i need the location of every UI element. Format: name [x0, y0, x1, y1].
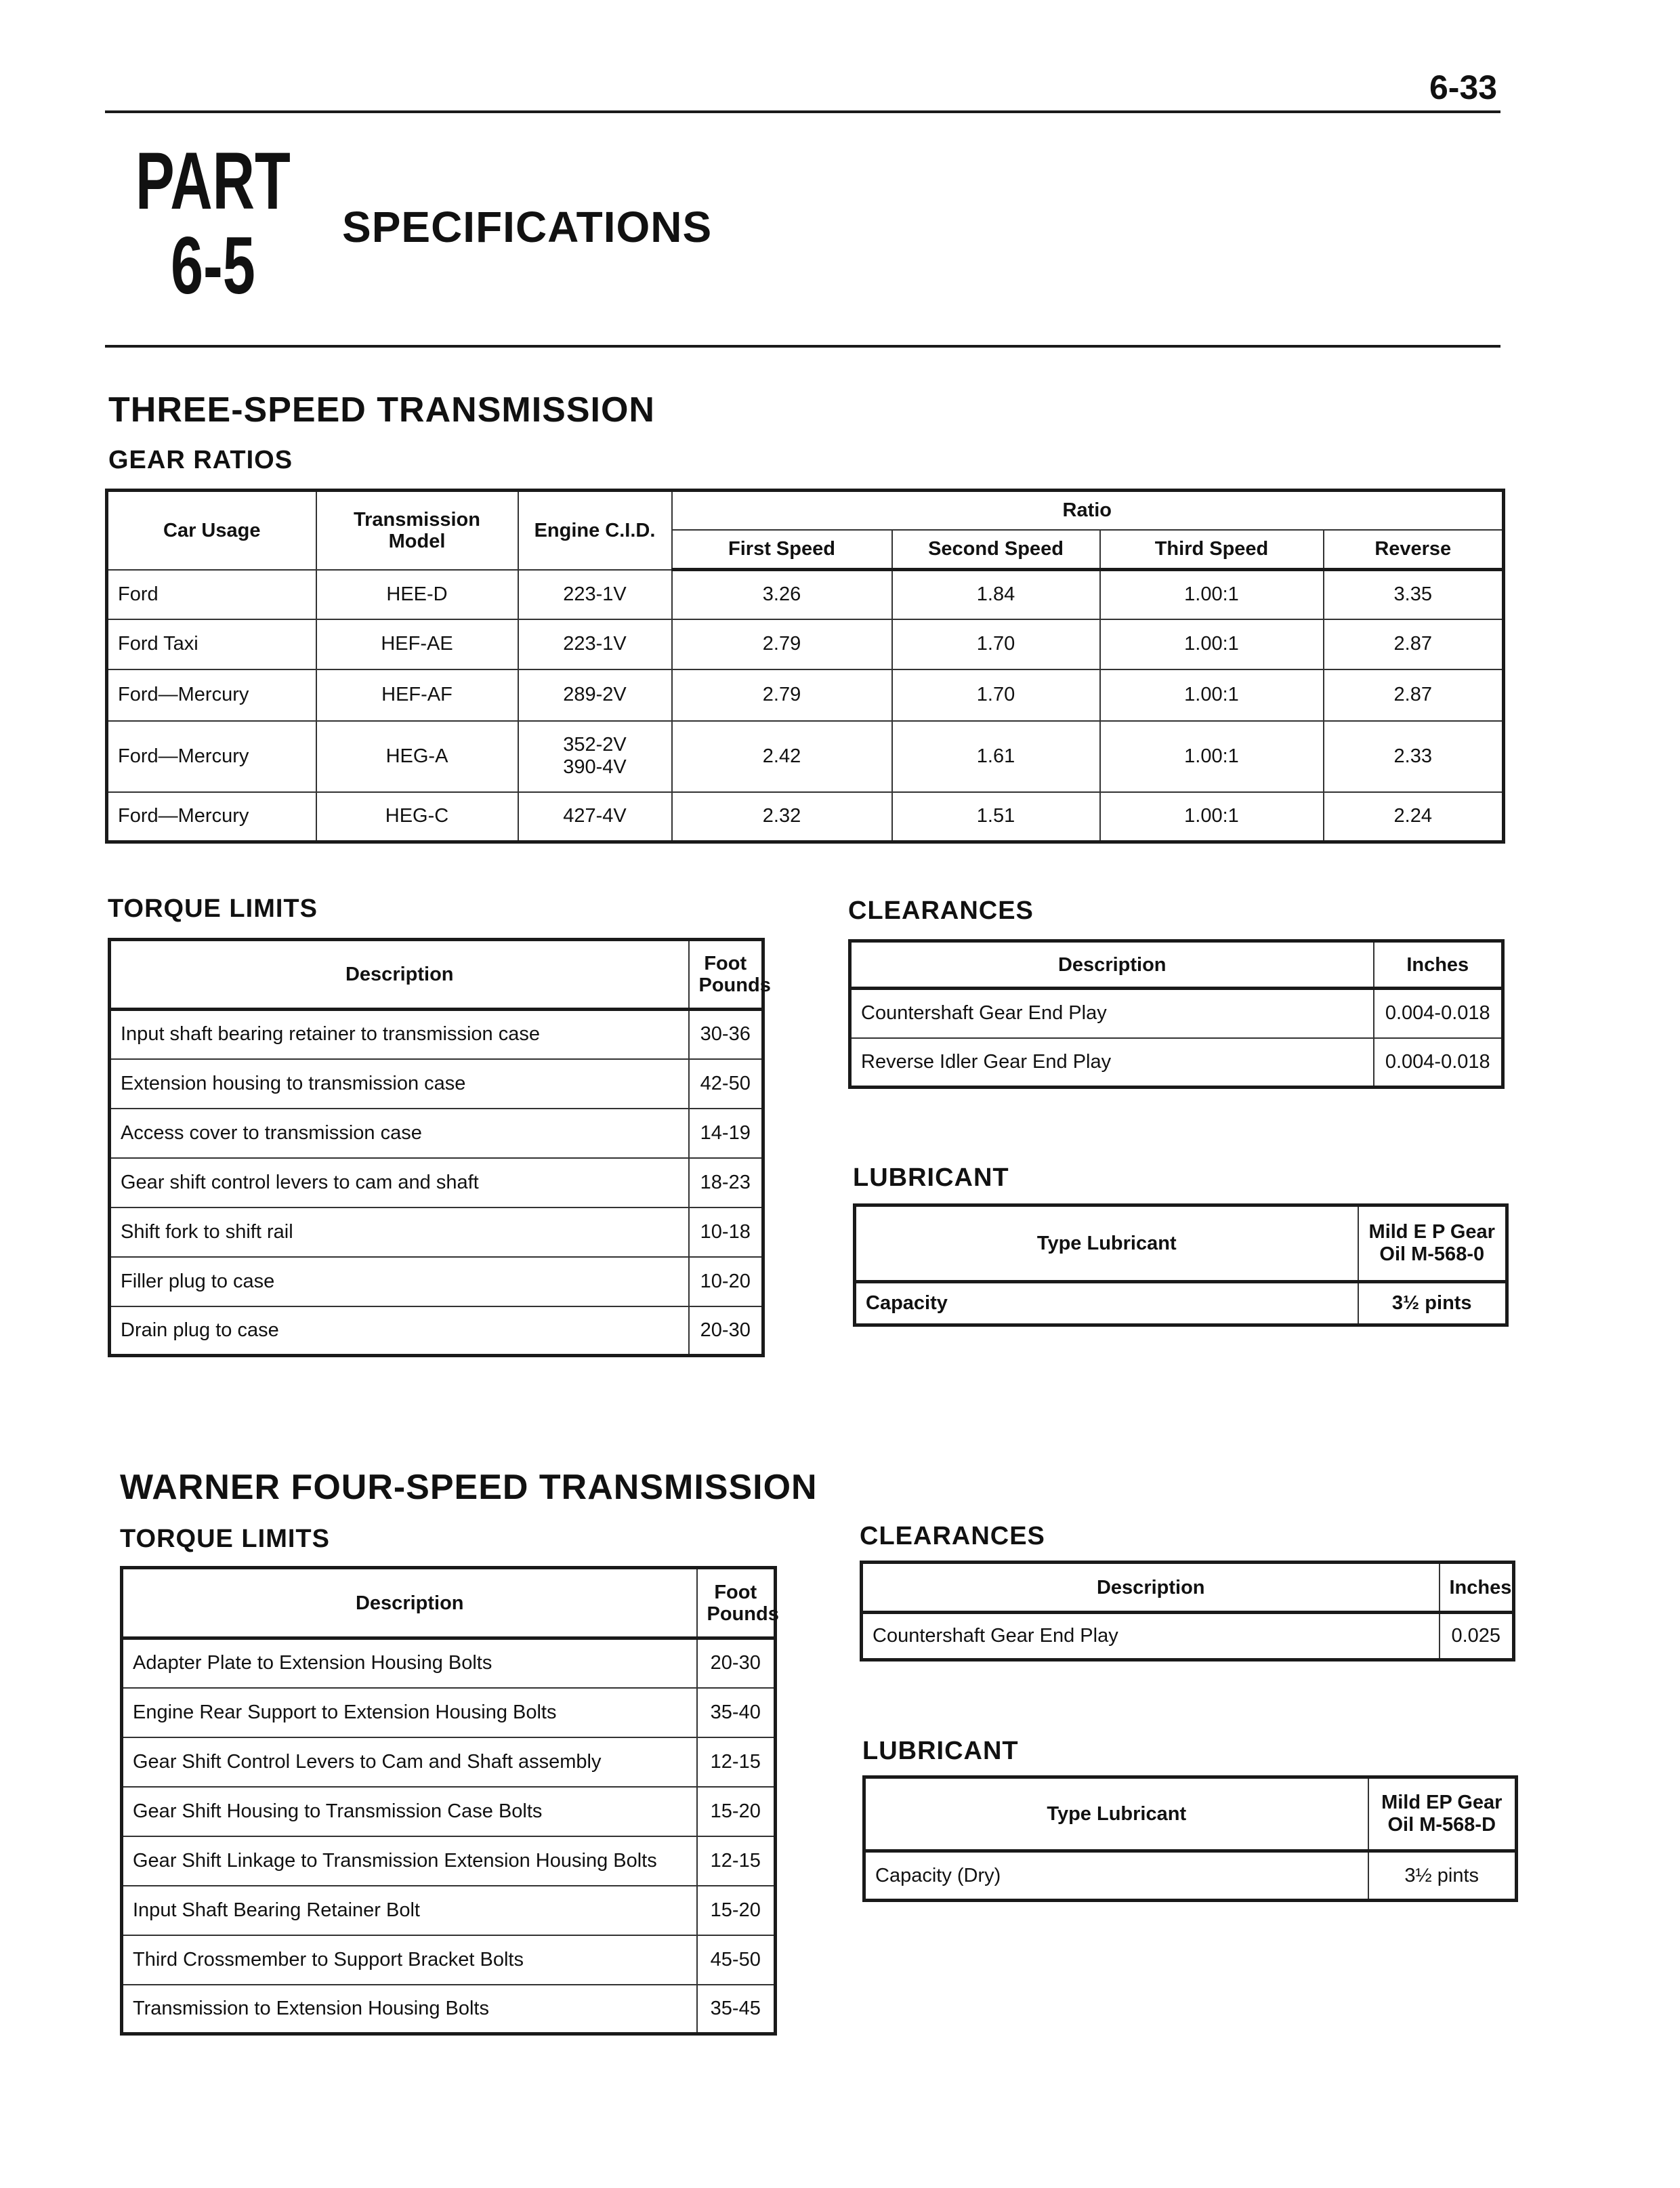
table-cell: 1.00:1 — [1100, 669, 1324, 721]
description-cell: Countershaft Gear End Play — [850, 989, 1374, 1038]
table-cell: Ford Taxi — [107, 619, 316, 669]
four-speed-torque-table — [120, 1566, 777, 2036]
table-cell: 2.42 — [672, 721, 892, 792]
part-word: PART — [135, 136, 291, 226]
table-row — [122, 1836, 776, 1886]
table-cell: Ford — [107, 570, 316, 619]
table-cell: 1.70 — [892, 669, 1100, 721]
description-cell: Capacity (Dry) — [864, 1851, 1368, 1901]
table-row — [110, 1207, 763, 1257]
table-cell: 1.51 — [892, 792, 1100, 842]
four-speed-heading: WARNER FOUR-SPEED TRANSMISSION — [120, 1468, 818, 1507]
description-cell: Reverse Idler Gear End Play — [850, 1038, 1374, 1088]
table-row — [850, 989, 1503, 1038]
header-model: Transmission Model — [316, 491, 518, 570]
value-cell: 35-45 — [697, 1985, 776, 2034]
table-cell: 1.00:1 — [1100, 792, 1324, 842]
description-cell: Filler plug to case — [110, 1257, 689, 1306]
table-cell: 1.00:1 — [1100, 570, 1324, 619]
value-cell: 15-20 — [697, 1886, 776, 1935]
table-row — [110, 1158, 763, 1207]
page-title: SPECIFICATIONS — [342, 203, 713, 251]
value-cell: 10-18 — [689, 1207, 763, 1257]
description-cell: Capacity — [855, 1282, 1358, 1325]
description-cell: Input Shaft Bearing Retainer Bolt — [122, 1886, 697, 1935]
value-cell: 3½ pints — [1358, 1282, 1507, 1325]
table-row — [122, 1787, 776, 1836]
table-cell: 223-1V — [518, 570, 672, 619]
table-cell: 3.35 — [1324, 570, 1504, 619]
value-cell: 14-19 — [689, 1109, 763, 1158]
table-cell: 2.32 — [672, 792, 892, 842]
column-header: Inches — [1440, 1563, 1514, 1613]
value-cell: 42-50 — [689, 1059, 763, 1109]
description-cell: Drain plug to case — [110, 1306, 689, 1356]
description-cell: Access cover to transmission case — [110, 1109, 689, 1158]
gear-ratios-table — [105, 489, 1505, 844]
column-header: Foot Pounds — [689, 940, 763, 1010]
lubricant-table — [853, 1203, 1509, 1327]
description-cell: Third Crossmember to Support Bracket Bolts — [122, 1935, 697, 1985]
top-rule — [105, 110, 1500, 113]
value-cell: 12-15 — [697, 1836, 776, 1886]
table-row — [110, 1010, 763, 1059]
table-cell: 1.00:1 — [1100, 721, 1324, 792]
column-header: Foot Pounds — [697, 1568, 776, 1638]
table-cell: 1.61 — [892, 721, 1100, 792]
table-row — [855, 1205, 1507, 1282]
description-cell: Extension housing to transmission case — [110, 1059, 689, 1109]
table-cell: Ford—Mercury — [107, 792, 316, 842]
table-row — [862, 1613, 1514, 1660]
table-row — [122, 1638, 776, 1688]
table-cell: HEE-D — [316, 570, 518, 619]
value-cell: 12-15 — [697, 1737, 776, 1787]
gear-ratios-heading: GEAR RATIOS — [108, 446, 293, 474]
table-row — [107, 721, 1504, 792]
value-cell: 0.025 — [1440, 1613, 1514, 1660]
table-row — [110, 1306, 763, 1356]
table-cell: HEF-AF — [316, 669, 518, 721]
column-header: Description — [122, 1568, 697, 1638]
description-cell: Engine Rear Support to Extension Housing Bolts — [122, 1688, 697, 1737]
header-ratio: Ratio — [672, 491, 1504, 530]
table-row — [110, 1257, 763, 1306]
value-cell: 35-40 — [697, 1688, 776, 1737]
description-cell: Type Lubricant — [855, 1205, 1358, 1282]
table-cell: 1.00:1 — [1100, 619, 1324, 669]
description-cell: Gear shift control levers to cam and shaft — [110, 1158, 689, 1207]
value-cell: 0.004-0.018 — [1374, 989, 1503, 1038]
table-row — [122, 1737, 776, 1787]
four-speed-torque-heading: TORQUE LIMITS — [120, 1525, 330, 1553]
column-header: Description — [110, 940, 689, 1010]
table-cell: Ford—Mercury — [107, 669, 316, 721]
description-cell: Input shaft bearing retainer to transmission case — [110, 1010, 689, 1059]
header-row — [850, 941, 1503, 989]
table-row — [110, 1109, 763, 1158]
value-cell: 3½ pints — [1368, 1851, 1517, 1901]
value-cell: 45-50 — [697, 1935, 776, 1985]
four-speed-lubricant-heading: LUBRICANT — [862, 1737, 1019, 1765]
table-cell: 2.33 — [1324, 721, 1504, 792]
four-speed-clearances-table — [860, 1561, 1515, 1661]
value-cell: 0.004-0.018 — [1374, 1038, 1503, 1088]
table-row — [122, 1886, 776, 1935]
description-cell: Adapter Plate to Extension Housing Bolts — [122, 1638, 697, 1688]
header-engine: Engine C.I.D. — [518, 491, 672, 570]
column-header: Description — [850, 941, 1374, 989]
description-cell: Shift fork to shift rail — [110, 1207, 689, 1257]
value-cell: Mild E P Gear Oil M-568-0 — [1358, 1205, 1507, 1282]
header-row — [862, 1563, 1514, 1613]
value-cell: 18-23 — [689, 1158, 763, 1207]
header-third-speed: Third Speed — [1100, 530, 1324, 570]
column-header: Inches — [1374, 941, 1503, 989]
part-number: 6-5 — [170, 220, 255, 311]
lubricant-heading: LUBRICANT — [853, 1163, 1009, 1192]
table-cell: 2.87 — [1324, 669, 1504, 721]
description-cell: Countershaft Gear End Play — [862, 1613, 1440, 1660]
table-cell: 352-2V 390-4V — [518, 721, 672, 792]
torque-limits-heading: TORQUE LIMITS — [108, 894, 318, 923]
table-row — [864, 1851, 1517, 1901]
table-row — [107, 619, 1504, 669]
table-row — [107, 570, 1504, 619]
header-row — [110, 940, 763, 1010]
value-cell: 15-20 — [697, 1787, 776, 1836]
title-rule — [105, 345, 1500, 348]
table-cell: HEG-A — [316, 721, 518, 792]
description-cell: Transmission to Extension Housing Bolts — [122, 1985, 697, 2034]
table-row — [864, 1777, 1517, 1851]
description-cell: Gear Shift Control Levers to Cam and Shaft assembly — [122, 1737, 697, 1787]
table-cell: 223-1V — [518, 619, 672, 669]
table-row — [850, 1038, 1503, 1088]
table-cell: 2.79 — [672, 669, 892, 721]
table-cell: 427-4V — [518, 792, 672, 842]
clearances-heading: CLEARANCES — [848, 896, 1034, 925]
table-cell: 2.24 — [1324, 792, 1504, 842]
table-row — [107, 792, 1504, 842]
table-cell: 1.70 — [892, 619, 1100, 669]
table-cell: Ford—Mercury — [107, 721, 316, 792]
value-cell: Mild EP Gear Oil M-568-D — [1368, 1777, 1517, 1851]
four-speed-lubricant-table — [862, 1775, 1518, 1902]
header-second-speed: Second Speed — [892, 530, 1100, 570]
three-speed-heading: THREE-SPEED TRANSMISSION — [108, 390, 655, 430]
description-cell: Type Lubricant — [864, 1777, 1368, 1851]
table-cell: 3.26 — [672, 570, 892, 619]
table-row — [107, 669, 1504, 721]
value-cell: 20-30 — [697, 1638, 776, 1688]
table-row — [122, 1985, 776, 2034]
part-label — [135, 136, 291, 311]
column-header: Description — [862, 1563, 1440, 1613]
table-cell: 2.79 — [672, 619, 892, 669]
table-row — [855, 1282, 1507, 1325]
value-cell: 20-30 — [689, 1306, 763, 1356]
value-cell: 30-36 — [689, 1010, 763, 1059]
table-row — [110, 1059, 763, 1109]
clearances-table — [848, 939, 1505, 1089]
table-cell: 289-2V — [518, 669, 672, 721]
description-cell: Gear Shift Linkage to Transmission Extension Housing Bolts — [122, 1836, 697, 1886]
description-cell: Gear Shift Housing to Transmission Case Bolts — [122, 1787, 697, 1836]
table-row — [122, 1688, 776, 1737]
page-number: 6-33 — [1429, 68, 1498, 106]
table-row — [122, 1935, 776, 1985]
table-cell: 2.87 — [1324, 619, 1504, 669]
value-cell: 10-20 — [689, 1257, 763, 1306]
header-first-speed: First Speed — [672, 530, 892, 570]
header-car-usage: Car Usage — [107, 491, 316, 570]
header-row — [122, 1568, 776, 1638]
torque-limits-table — [108, 938, 771, 1357]
header-reverse: Reverse — [1324, 530, 1504, 570]
table-cell: HEG-C — [316, 792, 518, 842]
table-cell: HEF-AE — [316, 619, 518, 669]
table-cell: 1.84 — [892, 570, 1100, 619]
four-speed-clearances-heading: CLEARANCES — [860, 1522, 1045, 1550]
